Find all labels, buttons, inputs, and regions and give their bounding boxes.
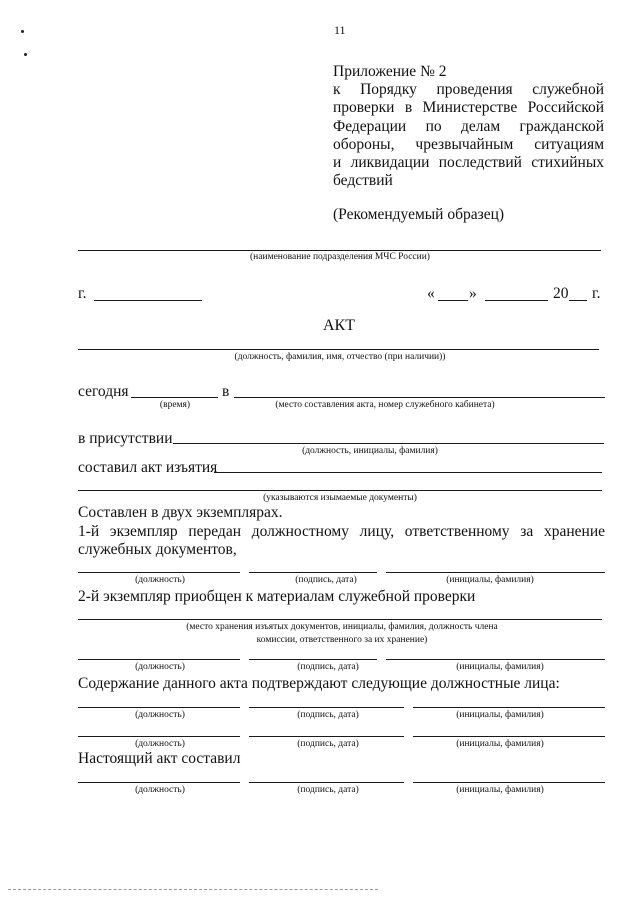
sig-signature-line[interactable]: [249, 659, 377, 660]
appendix-line: Федерации по делам гражданской: [333, 117, 604, 135]
sig-position-caption: (должность): [135, 662, 185, 672]
city-line[interactable]: [94, 300, 202, 301]
sig-name-caption: (инициалы, фамилия): [456, 710, 544, 720]
seizure-caption: (указываются изымаемые документы): [263, 493, 417, 503]
sig-name-caption: (инициалы, фамилия): [456, 662, 544, 672]
sig-position-caption: (должность): [135, 739, 185, 749]
appendix-line: бедствий: [333, 172, 393, 190]
appendix-line: проверки в Министерстве Российской: [333, 99, 604, 117]
sample-note: (Рекомендуемый образец): [333, 206, 505, 224]
sig-name-line[interactable]: [386, 572, 605, 573]
sig-name-line[interactable]: [386, 659, 605, 660]
time-caption: (время): [159, 400, 191, 410]
today-label: сегодня: [78, 383, 129, 400]
act-title: АКТ: [323, 317, 355, 334]
appendix-line: обороны, чрезвычайным ситуациям: [333, 135, 604, 153]
official-line[interactable]: [78, 349, 599, 350]
copies-line: Составлен в двух экземплярах.: [78, 504, 283, 521]
sig-position-line[interactable]: [78, 707, 240, 708]
official-caption: (должность, фамилия, имя, отчество (при наличии)): [234, 352, 446, 362]
presence-line[interactable]: [173, 443, 604, 444]
presence-label: в присутствии: [78, 430, 173, 447]
appendix-line: к Порядку проведения служебной: [333, 81, 604, 99]
page-number: 11: [334, 23, 346, 37]
sig-name-line[interactable]: [413, 782, 605, 783]
sig-position-caption: (должность): [135, 785, 185, 795]
second-copy-line: 2-й экземпляр приобщен к материалам служебной проверки: [78, 588, 476, 605]
unit-name-line[interactable]: [78, 250, 601, 251]
storage-caption: (место хранения изъятых документов, инициалы, фамилия, должность члена: [186, 622, 498, 632]
date-open-quote: «: [427, 285, 435, 302]
composed-text: Настоящий акт составил: [78, 750, 241, 767]
first-copy-line: 1-й экземпляр передан должностному лицу, ответственному за хранение: [78, 523, 605, 540]
sig-position-line[interactable]: [78, 572, 240, 573]
sig-signature-caption: (подпись, дата): [297, 710, 359, 720]
sig-signature-caption: (подпись, дата): [295, 575, 357, 585]
date-year-line[interactable]: [569, 300, 587, 301]
date-close-quote: »: [469, 285, 477, 302]
sig-signature-line[interactable]: [249, 572, 377, 573]
sig-position-caption: (должность): [135, 575, 185, 585]
sig-signature-caption: (подпись, дата): [297, 739, 359, 749]
confirm-text: Содержание данного акта подтверждают следующие должностные лица:: [78, 675, 560, 692]
sig-name-caption: (инициалы, фамилия): [456, 739, 544, 749]
sig-signature-line[interactable]: [249, 707, 404, 708]
date-day-line[interactable]: [438, 300, 468, 301]
sig-name-caption: (инициалы, фамилия): [446, 575, 534, 585]
seizure-line-2[interactable]: [78, 490, 602, 491]
sig-position-line[interactable]: [78, 782, 240, 783]
seizure-line[interactable]: [214, 472, 602, 473]
sig-signature-caption: (подпись, дата): [297, 662, 359, 672]
scan-dot: [24, 53, 27, 56]
storage-caption-2: комиссии, ответственного за их хранение): [256, 635, 428, 645]
sig-position-line[interactable]: [78, 659, 240, 660]
appendix-line: и ликвидации последствий стихийных: [333, 154, 604, 172]
seizure-label: составил акт изъятия: [78, 459, 218, 476]
place-line[interactable]: [234, 397, 605, 398]
presence-caption: (должность, инициалы, фамилия): [302, 446, 438, 456]
unit-name-caption: (наименование подразделения МЧС России): [250, 252, 430, 262]
in-word: в: [222, 383, 230, 400]
sig-signature-line[interactable]: [249, 736, 404, 737]
date-year-prefix: 20: [553, 285, 569, 302]
first-copy-line-2: служебных документов,: [78, 541, 237, 558]
storage-line[interactable]: [78, 619, 602, 620]
city-prefix: г.: [78, 285, 87, 302]
sig-name-line[interactable]: [413, 707, 605, 708]
scan-dot: [21, 30, 24, 33]
sig-signature-caption: (подпись, дата): [297, 785, 359, 795]
sig-position-caption: (должность): [135, 710, 185, 720]
sig-position-line[interactable]: [78, 736, 240, 737]
appendix-block: [333, 63, 604, 225]
appendix-title: Приложение № 2: [333, 63, 447, 80]
sig-signature-line[interactable]: [249, 782, 404, 783]
date-month-line[interactable]: [485, 300, 548, 301]
place-caption: (место составления акта, номер служебного кабинета): [275, 400, 495, 410]
scan-edge-line: [8, 889, 378, 890]
time-line[interactable]: [131, 397, 218, 398]
date-year-suffix: г.: [592, 285, 601, 302]
sig-name-line[interactable]: [413, 736, 605, 737]
sig-name-caption: (инициалы, фамилия): [456, 785, 544, 795]
